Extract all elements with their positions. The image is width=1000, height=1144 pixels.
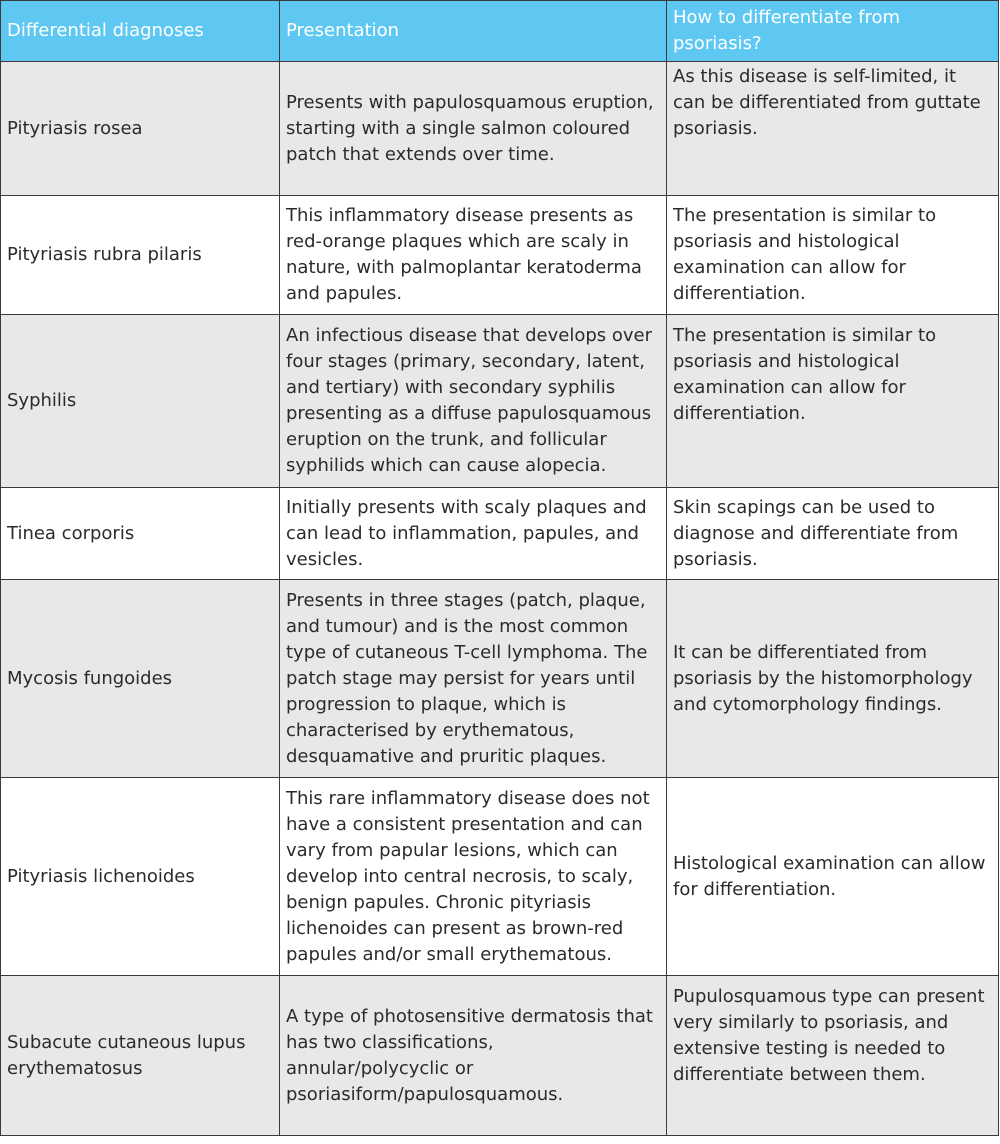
table-row <box>1 196 999 315</box>
diagnosis-cell: Pityriasis rosea <box>1 62 280 196</box>
table-row <box>1 580 999 778</box>
differentiation-cell: Pupulosquamous type can present very similarly to psoriasis, and extensive testing is needed to differentiate between them. <box>667 976 999 1136</box>
table-row <box>1 62 999 196</box>
diagnosis-cell: Mycosis fungoides <box>1 580 280 778</box>
header-differential-diagnoses: Differential diagnoses <box>1 1 280 62</box>
presentation-cell: A type of photosensitive dermatosis that has two classifications, annular/polycyclic or psoriasiform/papulosquamous. <box>280 976 667 1136</box>
header-presentation: Presentation <box>280 1 667 62</box>
table-row <box>1 315 999 488</box>
differentiation-cell: Skin scapings can be used to diagnose and differentiate from psoriasis. <box>667 488 999 580</box>
diagnosis-cell: Pityriasis rubra pilaris <box>1 196 280 315</box>
table-row <box>1 488 999 580</box>
differentiation-cell: The presentation is similar to psoriasis and histological examination can allow for differentiation. <box>667 315 999 488</box>
presentation-cell: Initially presents with scaly plaques and can lead to inflammation, papules, and vesicles. <box>280 488 667 580</box>
table-row <box>1 976 999 1136</box>
table-header-row <box>1 1 999 62</box>
presentation-cell: Presents in three stages (patch, plaque, and tumour) and is the most common type of cutaneous T-cell lymphoma. The patch stage may persist for years until progression to plaque, which is characterised by erythematous, desquamative and pruritic plaques. <box>280 580 667 778</box>
presentation-cell: This rare inflammatory disease does not have a consistent presentation and can vary from papular lesions, which can develop into central necrosis, to scaly, benign papules. Chronic pityriasis lichenoides can present as brown-red papules and/or small erythematous. <box>280 778 667 976</box>
diagnosis-cell: Pityriasis lichenoides <box>1 778 280 976</box>
presentation-cell: This inflammatory disease presents as red-orange plaques which are scaly in nature, with palmoplantar keratoderma and papules. <box>280 196 667 315</box>
differentiation-cell: As this disease is self-limited, it can be differentiated from guttate psoriasis. <box>667 62 999 196</box>
diagnosis-cell: Tinea corporis <box>1 488 280 580</box>
presentation-cell: An infectious disease that develops over four stages (primary, secondary, latent, and tertiary) with secondary syphilis presenting as a diffuse papulosquamous eruption on the trunk, and follicular syphilids which can cause alopecia. <box>280 315 667 488</box>
table-row <box>1 778 999 976</box>
presentation-cell: Presents with papulosquamous eruption, starting with a single salmon coloured patch that extends over time. <box>280 62 667 196</box>
differentiation-cell: The presentation is similar to psoriasis and histological examination can allow for differentiation. <box>667 196 999 315</box>
differentiation-cell: Histological examination can allow for differentiation. <box>667 778 999 976</box>
diagnosis-cell: Syphilis <box>1 315 280 488</box>
diagnosis-cell: Subacute cutaneous lupus erythematosus <box>1 976 280 1136</box>
header-how-to-differentiate: How to differentiate from psoriasis? <box>667 1 999 62</box>
differentiation-cell: It can be differentiated from psoriasis by the histomorphology and cytomorphology findings. <box>667 580 999 778</box>
